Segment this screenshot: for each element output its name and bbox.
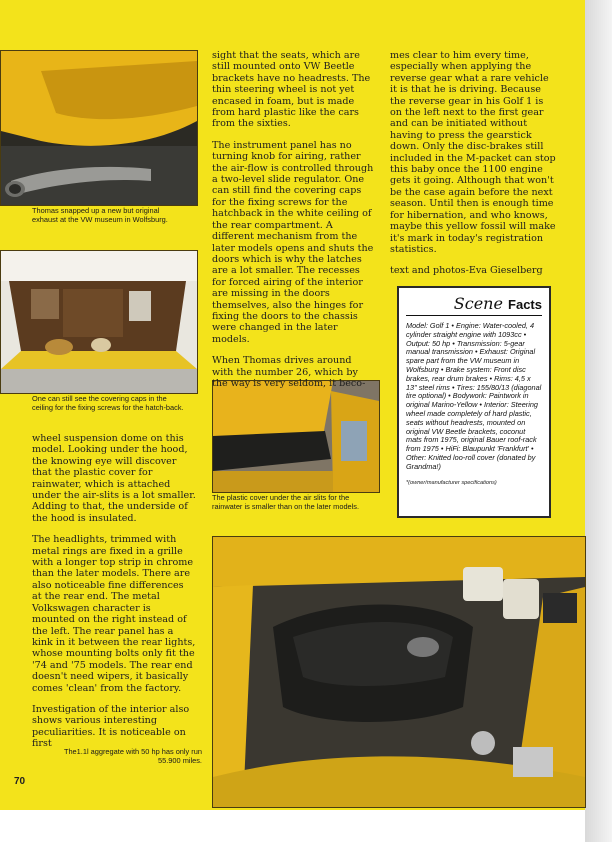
logo-bold: Facts xyxy=(508,297,542,312)
paragraph: The headlights, trimmed with metal rings are fixed in a grille with a longer top strip in chrome than the later models. There are also noticeable fine differences at the rear end. The metal Volkswagen character is mounted on the right instead of the left. The rear panel has a kink in it between the rear lights, whose mounting bolts only fit the '74 and '75 models. The rear end doesn't need wipers, it basically comes 'clean' from the factory. xyxy=(32,534,196,694)
paragraph: mes clear to him every time, especially when applying the reverse gear what a rare vehicle it is that he is driving. Because the reverse gear in his Golf 1 is on the left next to the first gear and can be initiated without having to press the gearstick down. Only the disc-brakes still included in the M-packet can stop this baby once the 1100 engine gets it going. Although that won't be the case again before the next season. Until then is enough time for hibernation, and who knows, maybe this yellow fossil will make it's mark in today's registration statistics. xyxy=(390,50,556,255)
column-middle xyxy=(212,50,375,399)
photo-exhaust xyxy=(0,50,198,206)
caption-plastic-cover: The plastic cover under the air slits for the rainwater is smaller than on the later models. xyxy=(212,493,360,511)
author-credit: text and photos-Eva Gieselberg xyxy=(390,265,543,277)
caption-ceiling: One can still see the covering caps in the ceiling for the fixing screws for the hatch-back. xyxy=(32,394,184,412)
facts-specs: Model: Golf 1 • Engine: Water-cooled, 4 cylinder straight engine with 1093cc • Output: 50 hp • Transmission: 5-gear manual transmission • Exhaust: Original spare part from the VW museum in Wolfsburg • Brake system: Front disc brakes, rear drum brakes • Rims: 4,5 x 13" steel rims • Tires: 155/80/13 (diagonal tire optional) • Bodywork: Paintwork in original Marino-Yellow • Interior: Steering wheel made completely of hard plastic, seats without headrests, mounted on original VW Beetle brackets, coconut mats from 1975, original Bauer roof-rack from 1975 • HiFi: Blaupunkt 'Frankfurt' • Other: Knitted loo-roll cover (donated by Grandma!) xyxy=(406,321,542,471)
caption-exhaust: Thomas snapped up a new but original exhaust at the VW museum in Wolfsburg. xyxy=(32,206,168,224)
column-left xyxy=(32,433,196,760)
scene-facts-logo xyxy=(406,294,542,316)
caption-engine: The1.1l aggregate with 50 hp has only run 55.900 miles. xyxy=(63,747,202,765)
photo-engine-bay xyxy=(212,536,586,808)
scene-facts-box xyxy=(397,286,551,518)
facts-footnote: *(owner/manufacturer specifications) xyxy=(406,479,497,486)
paragraph: Investigation of the interior also shows various interesting peculiarities. It is noticeable on first xyxy=(32,703,190,750)
paragraph: sight that the seats, which are still mounted onto VW Beetle brackets have no headrests. The thin steering wheel is not yet encased in foam, but is made from hard plastic like the cars from the sixties. xyxy=(212,50,371,130)
page-number: 70 xyxy=(14,776,26,787)
paragraph: When Thomas drives around with the number 26, which by the way is very seldom, it beco- xyxy=(212,355,366,389)
logo-script: Scene xyxy=(453,294,503,313)
paragraph: wheel suspension dome on this model. Looking under the hood, the knowing eye will discover that the plastic cover for rainwater, which is attached under the air-slits is a lot smaller. Adding to that, the underside of the hood is insulated. xyxy=(32,433,196,524)
paragraph: The instrument panel has no turning knob for airing, rather the air-flow is controlled through a two-level slide regulator. One can still find the covering caps for the fixing screws for the hatchback in the white ceiling of the rear compartment. A different mechanism from the later models opens and shuts the doors which is why the latches are a lot smaller. The recesses for forced airing of the interior are missing in the doors themselves, also the hinges for fixing the doors to the chassis were changed in the later models. xyxy=(212,139,374,345)
photo-ceiling xyxy=(0,250,198,394)
page-edge-shadow xyxy=(585,0,612,842)
column-right xyxy=(390,50,558,287)
